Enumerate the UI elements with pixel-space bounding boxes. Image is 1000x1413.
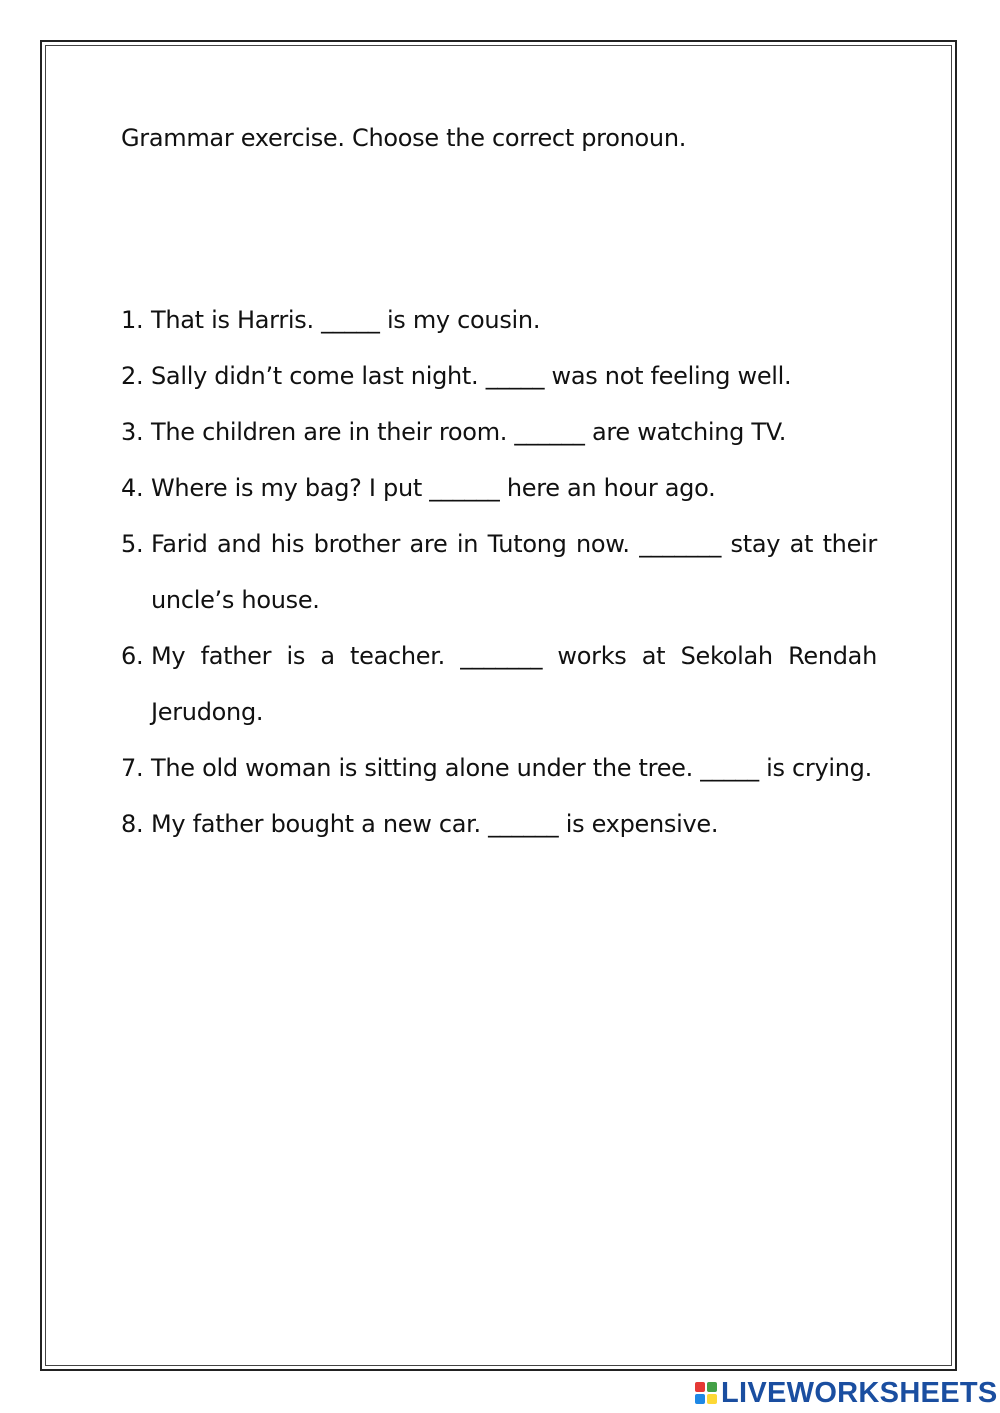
logo-badge-square [707,1382,717,1392]
question-list [121,292,877,852]
question-number: 8. [121,810,144,838]
question-item-2 [121,348,877,404]
question-item-6 [121,628,877,740]
question-text: Where is my bag? I put ______ here an hour ago. [151,474,716,502]
logo-badge-icon [695,1382,717,1404]
question-number: 6. [121,642,144,670]
instructions-text: Grammar exercise. Choose the correct pronoun. [121,124,687,152]
question-number: 3. [121,418,144,446]
logo-text: LIVEWORKSHEETS [721,1376,998,1409]
question-item-7 [121,740,877,796]
question-text: Farid and his brother are in Tutong now. _______ stay at their uncle’s house. [151,530,877,614]
question-item-8 [121,796,877,852]
question-text: Sally didn’t come last night. _____ was not feeling well. [151,362,792,390]
liveworksheets-logo [695,1377,998,1409]
question-number: 2. [121,362,144,390]
question-number: 7. [121,754,144,782]
question-text: My father is a teacher. _______ works at Sekolah Rendah Jerudong. [151,642,877,726]
question-number: 4. [121,474,144,502]
logo-badge-square [695,1394,705,1404]
question-text: My father bought a new car. ______ is expensive. [151,810,719,838]
question-text: That is Harris. _____ is my cousin. [151,306,541,334]
question-item-5 [121,516,877,628]
question-text: The children are in their room. ______ are watching TV. [151,418,787,446]
logo-badge-square [695,1382,705,1392]
question-item-1 [121,292,877,348]
question-number: 1. [121,306,144,334]
question-item-3 [121,404,877,460]
question-text: The old woman is sitting alone under the tree. _____ is crying. [151,754,872,782]
logo-badge-square [707,1394,717,1404]
question-number: 5. [121,530,144,558]
question-item-4 [121,460,877,516]
